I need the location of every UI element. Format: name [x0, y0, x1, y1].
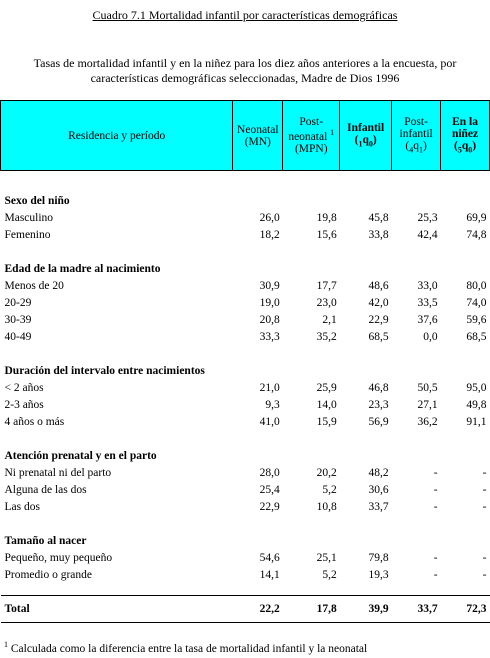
row-label: Alguna de las dos [4, 483, 87, 496]
table-row [1, 294, 490, 311]
header-post-neonatal: Post- neonatal $^1$ (MPN) [283, 101, 340, 171]
cell-value: 23,3 [368, 398, 389, 411]
section-heading [1, 189, 490, 209]
cell-value: 79,8 [368, 551, 389, 564]
table-row [1, 226, 490, 243]
section-title: Tamaño al nacer [4, 534, 87, 547]
cell-value: 59,6 [466, 313, 487, 326]
cell-value: 10,8 [316, 500, 337, 513]
cell-value: - [482, 483, 487, 496]
row-label: 4 años o más [4, 415, 65, 428]
cell-value: 5,2 [322, 568, 337, 581]
cell-value: 42,4 [417, 228, 438, 241]
cell-value: - [433, 500, 438, 513]
cell-value: 17,7 [316, 279, 337, 292]
mortality-table [0, 100, 490, 623]
cell-value: 33,3 [259, 330, 280, 343]
row-label: 40-49 [4, 330, 32, 343]
cell-value: 45,8 [368, 211, 389, 224]
cell-value: - [482, 500, 487, 513]
cell-value: - [433, 568, 438, 581]
cell-value: 41,0 [259, 415, 280, 428]
cell-value: 9,3 [265, 398, 280, 411]
spacer-row [1, 243, 490, 257]
cell-value: 15,6 [316, 228, 337, 241]
cell-value: 74,8 [466, 228, 487, 241]
cell-value: 33,5 [417, 296, 438, 309]
section-title: Sexo del niño [4, 194, 70, 207]
cell-value: 48,2 [368, 466, 389, 479]
cell-value: 39,9 [340, 596, 392, 623]
table-row [1, 464, 490, 481]
header-ninez: En la niñez $(_5q_0)$ [441, 101, 490, 171]
cell-value: 18,2 [259, 228, 280, 241]
table-subtitle: Tasas de mortalidad infantil y en la niñez para los diez años anteriores a la encuesta, por características demográficas seleccionadas, Madre de Dios 1996 [33, 56, 457, 85]
row-label: 2-3 años [4, 398, 44, 411]
header-residencia: Residencia y período [1, 101, 233, 171]
cell-value: 69,9 [466, 211, 487, 224]
cell-value: 74,0 [466, 296, 487, 309]
cell-value: 72,3 [441, 596, 490, 623]
spacer-row [1, 171, 490, 190]
cell-value: 5,2 [322, 483, 337, 496]
row-label: Pequeño, muy pequeño [4, 551, 113, 564]
cell-value: 22,2 [233, 596, 283, 623]
row-label: Total [1, 596, 233, 623]
section-title: Atención prenatal y en el parto [4, 449, 157, 462]
row-label: Masculino [4, 211, 54, 224]
spacer-row [1, 583, 490, 596]
row-label: Femenino [4, 228, 51, 241]
section-heading [1, 444, 490, 464]
section-heading [1, 257, 490, 277]
table-row [1, 396, 490, 413]
cell-value: 22,9 [368, 313, 389, 326]
cell-value: 54,6 [259, 551, 280, 564]
cell-value: 20,2 [316, 466, 337, 479]
cell-value: 50,5 [417, 381, 438, 394]
cell-value: 36,2 [417, 415, 438, 428]
cell-value: - [482, 568, 487, 581]
spacer-row [1, 345, 490, 359]
section-title: Duración del intervalo entre nacimientos [4, 364, 205, 377]
cell-value: 68,5 [368, 330, 389, 343]
cell-value: 19,8 [316, 211, 337, 224]
cell-value: 95,0 [466, 381, 487, 394]
cell-value: 15,9 [316, 415, 337, 428]
table-row [1, 566, 490, 583]
cell-value: 37,6 [417, 313, 438, 326]
cell-value: 49,8 [466, 398, 487, 411]
cell-value: 22,9 [259, 500, 280, 513]
cell-value: 0,0 [423, 330, 438, 343]
cell-value: 26,0 [259, 211, 280, 224]
cell-value: 80,0 [466, 279, 487, 292]
footnote: $^1$ Calculada como la diferencia entre la tasa de mortalidad infantil y la neonatal [4, 640, 368, 655]
header-infantil: Infantil $(_1q_0)$ [340, 101, 392, 171]
cell-value: - [482, 466, 487, 479]
cell-value: 33,7 [392, 596, 441, 623]
table-row [1, 277, 490, 294]
cell-value: 91,1 [466, 415, 487, 428]
cell-value: 25,4 [259, 483, 280, 496]
cell-value: - [433, 466, 438, 479]
cell-value: 17,8 [283, 596, 340, 623]
header-neonatal: Neonatal (MN) [233, 101, 283, 171]
spacer-row [1, 430, 490, 444]
row-label: Menos de 20 [4, 279, 64, 292]
cell-value: 35,2 [316, 330, 337, 343]
table-row [1, 328, 490, 345]
row-label: < 2 años [4, 381, 44, 394]
table-title: Cuadro 7.1 Mortalidad infantil por características demográficas [92, 8, 398, 22]
row-label: Promedio o grande [4, 568, 93, 581]
cell-value: 42,0 [368, 296, 389, 309]
row-label: Ni prenatal ni del parto [4, 466, 112, 479]
section-title: Edad de la madre al nacimiento [4, 262, 161, 275]
section-heading [1, 359, 490, 379]
cell-value: 25,1 [316, 551, 337, 564]
row-label: 30-39 [4, 313, 32, 326]
cell-value: 21,0 [259, 381, 280, 394]
cell-value: 48,6 [368, 279, 389, 292]
cell-value: 28,0 [259, 466, 280, 479]
spacer-row [1, 515, 490, 529]
cell-value: - [433, 551, 438, 564]
table-row [1, 209, 490, 226]
cell-value: 23,0 [316, 296, 337, 309]
cell-value: 14,0 [316, 398, 337, 411]
cell-value: 25,3 [417, 211, 438, 224]
cell-value: 46,8 [368, 381, 389, 394]
cell-value: - [433, 483, 438, 496]
cell-value: 25,9 [316, 381, 337, 394]
section-heading [1, 529, 490, 549]
table-row [1, 549, 490, 566]
cell-value: 20,8 [259, 313, 280, 326]
header-post-infantil: Post- infantil $(_4q_1)$ [392, 101, 441, 171]
cell-value: 33,8 [368, 228, 389, 241]
row-label: 20-29 [4, 296, 32, 309]
table-body [1, 171, 490, 623]
cell-value: 27,1 [417, 398, 438, 411]
cell-value: 30,6 [368, 483, 389, 496]
total-row [1, 596, 490, 623]
cell-value: 14,1 [259, 568, 280, 581]
cell-value: 19,3 [368, 568, 389, 581]
table-row [1, 498, 490, 515]
cell-value: 33,0 [417, 279, 438, 292]
cell-value: 19,0 [259, 296, 280, 309]
header-row [1, 101, 490, 171]
cell-value: 30,9 [259, 279, 280, 292]
cell-value: 68,5 [466, 330, 487, 343]
cell-value: 2,1 [322, 313, 337, 326]
table-row [1, 481, 490, 498]
cell-value: - [482, 551, 487, 564]
table-row [1, 413, 490, 430]
row-label: Las dos [4, 500, 40, 513]
cell-value: 33,7 [368, 500, 389, 513]
table-row [1, 311, 490, 328]
cell-value: 56,9 [368, 415, 389, 428]
table-row [1, 379, 490, 396]
